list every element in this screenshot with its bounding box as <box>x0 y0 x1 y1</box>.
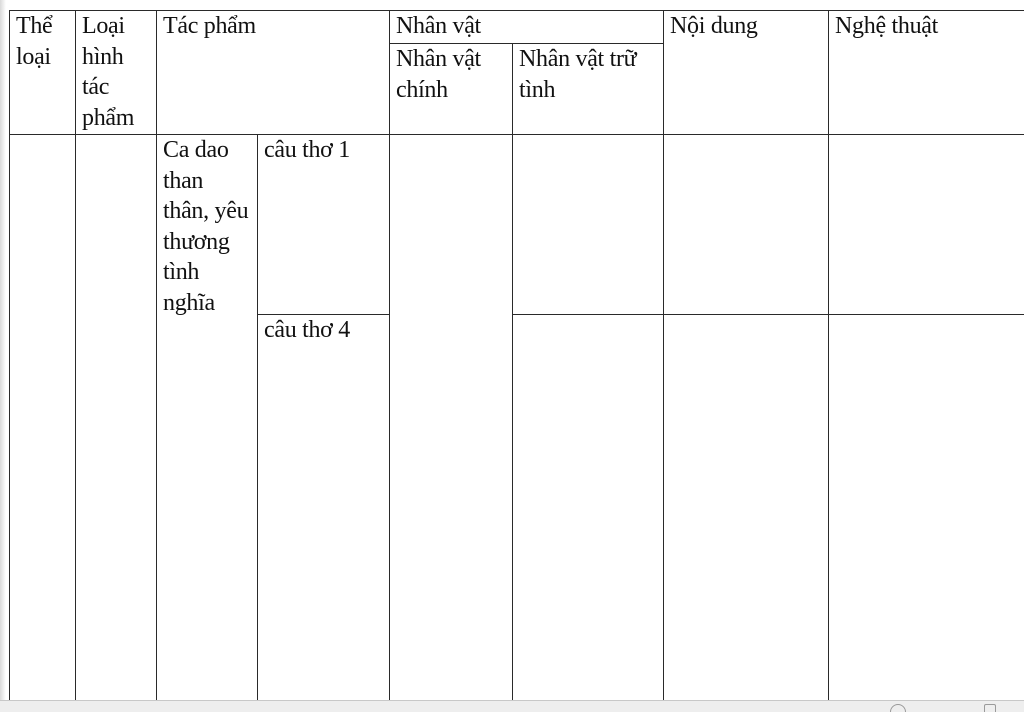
cell-the-loai-empty <box>10 135 76 712</box>
header-nhan-vat-chinh: Nhân vật chính <box>390 44 513 135</box>
cell-verse-1: câu thơ 1 <box>258 135 390 315</box>
cell-nhan-vat-chinh-empty <box>390 135 513 712</box>
cell-tru-tinh-1-empty <box>513 135 664 315</box>
header-nhan-vat-tru-tinh: Nhân vật trữ tình <box>513 44 664 135</box>
literature-summary-table <box>9 10 1024 712</box>
cell-noi-dung-2-empty <box>664 315 829 712</box>
header-noi-dung: Nội dung <box>664 11 829 135</box>
cell-work-group: Ca dao than thân, yêu thương tình nghĩa <box>157 135 258 712</box>
window-square-icon[interactable] <box>984 704 996 712</box>
cell-tru-tinh-2-empty <box>513 315 664 712</box>
cell-nghe-thuat-2-empty <box>829 315 1024 712</box>
cell-loai-hinh-empty <box>76 135 157 712</box>
cell-nghe-thuat-1-empty <box>829 135 1024 315</box>
viewer-bottom-bar <box>0 700 1024 712</box>
cell-noi-dung-1-empty <box>664 135 829 315</box>
cell-verse-4: câu thơ 4 <box>258 315 390 712</box>
header-tac-pham: Tác phẩm <box>157 11 390 135</box>
header-row-1 <box>10 11 1024 44</box>
header-loai-hinh-tac-pham: Loại hình tác phẩm <box>76 11 157 135</box>
header-the-loai: Thể loại <box>10 11 76 135</box>
header-nhan-vat: Nhân vật <box>390 11 664 44</box>
header-nghe-thuat: Nghệ thuật <box>829 11 1024 135</box>
page-edge-shadow <box>0 0 6 712</box>
body-row-1 <box>10 135 1024 315</box>
